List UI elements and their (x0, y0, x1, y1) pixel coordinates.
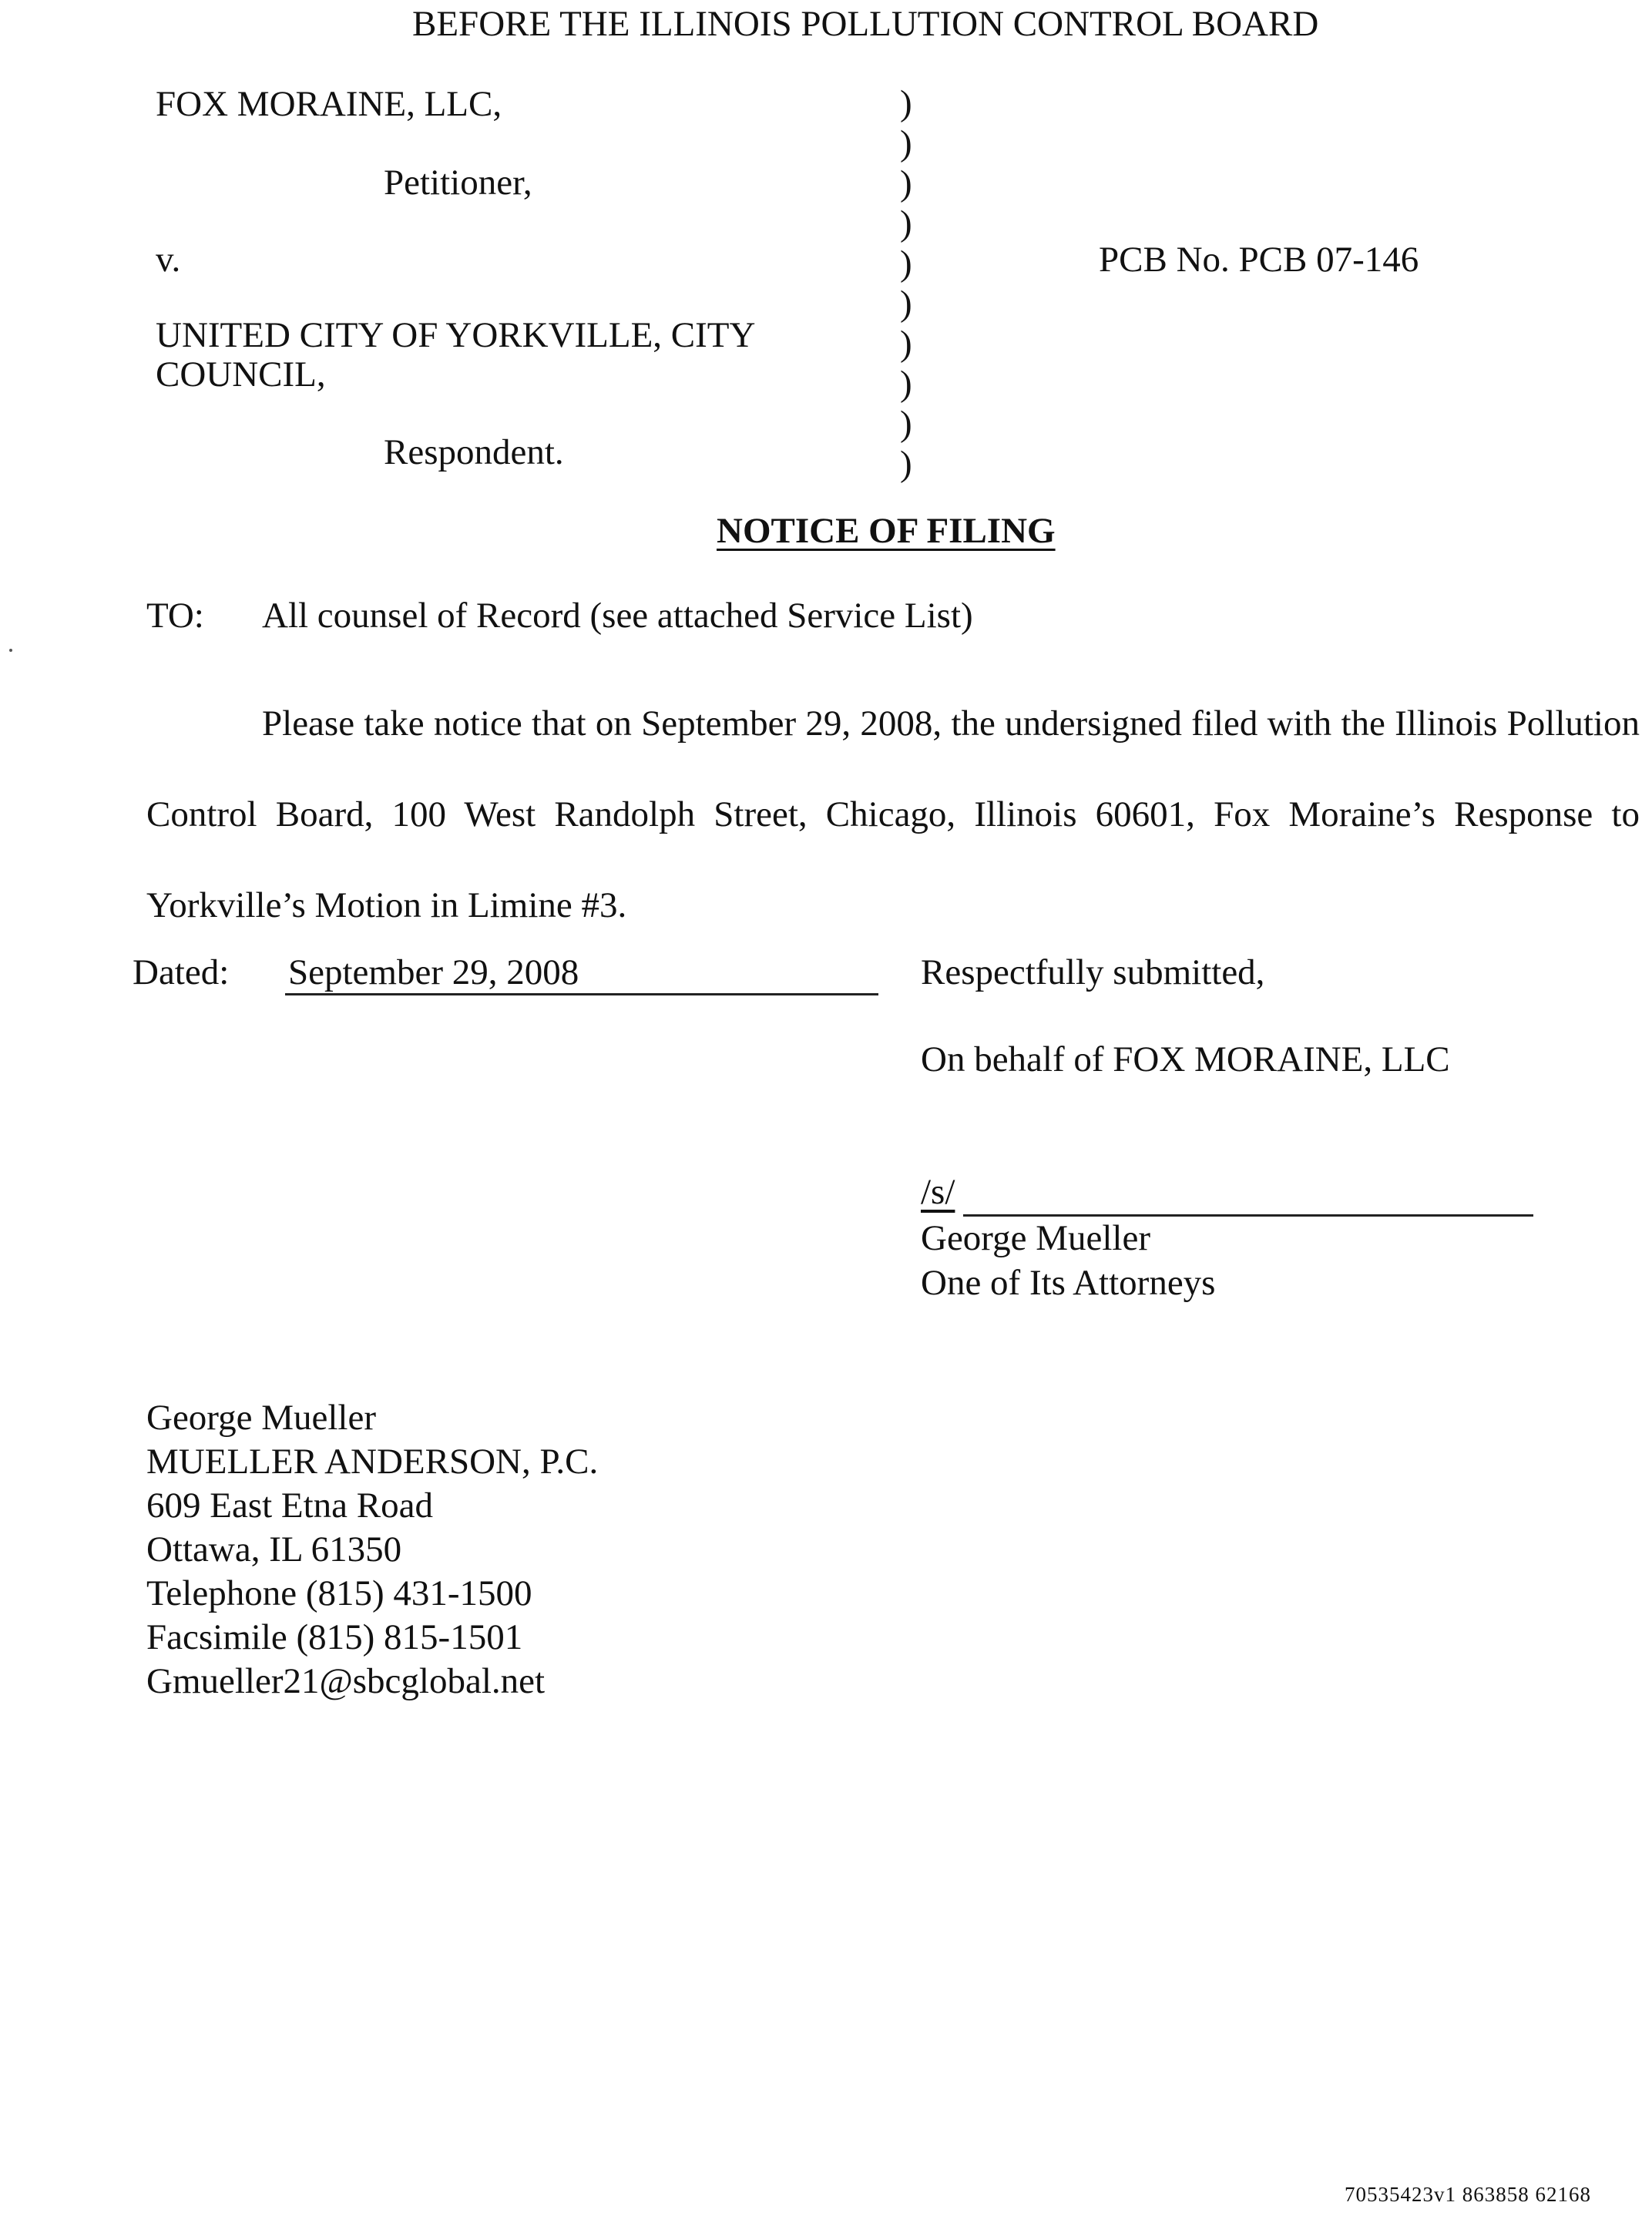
on-behalf-of: On behalf of FOX MORAINE, LLC (921, 1039, 1450, 1079)
caption-paren: ) (900, 364, 912, 404)
facsimile: Facsimile (815) 815-1501 (146, 1617, 523, 1657)
signer-title: One of Its Attorneys (921, 1263, 1216, 1303)
caption-paren: ) (900, 123, 912, 163)
city-state-zip: Ottawa, IL 61350 (146, 1529, 402, 1569)
dated-label: Dated: (133, 952, 230, 992)
versus-label: v. (156, 240, 181, 280)
street-address: 609 East Etna Road (146, 1485, 434, 1526)
dated-value: September 29, 2008 (288, 952, 579, 992)
caption-paren: ) (900, 243, 912, 284)
scan-artifact-dot (9, 649, 12, 652)
signer-name: George Mueller (921, 1218, 1150, 1258)
attorney-contact-block (146, 1396, 598, 1704)
caption-paren: ) (900, 404, 912, 444)
case-number: PCB No. PCB 07-146 (1099, 240, 1419, 280)
dated-underline (285, 993, 878, 995)
telephone: Telephone (815) 431-1500 (146, 1573, 532, 1613)
caption-paren: ) (900, 83, 912, 123)
law-firm-name: MUELLER ANDERSON, P.C. (146, 1442, 599, 1482)
to-label: TO: (146, 596, 204, 636)
notice-title: NOTICE OF FILING (717, 511, 1056, 551)
respondent-name-line1: UNITED CITY OF YORKVILLE, CITY (156, 315, 756, 355)
respondent-name-line2: COUNCIL, (156, 354, 326, 394)
petitioner-role: Petitioner, (384, 163, 532, 203)
caption-paren: ) (900, 203, 912, 243)
attorney-name: George Mueller (146, 1398, 376, 1438)
respectfully-submitted: Respectfully submitted, (921, 952, 1265, 992)
respondent-role: Respondent. (384, 432, 564, 472)
document-id-footer: 70535423v1 863858 62168 (1345, 2183, 1591, 2206)
caption-parenthesis-column (900, 83, 923, 484)
signature-mark: /s/ (921, 1172, 955, 1212)
caption-paren: ) (900, 163, 912, 203)
caption-paren: ) (900, 444, 912, 484)
caption-paren: ) (900, 324, 912, 364)
notice-body-paragraph: Please take notice that on September 29, 2008, the undersigned filed with the Illinois Pollution Control Board, 100 West Randolph Street, Chicago, Illinois 60601, Fox Moraine’s Response to Yorkville’s Motion in Limine #3. (146, 703, 1640, 925)
petitioner-name: FOX MORAINE, LLC, (156, 84, 502, 124)
to-recipients: All counsel of Record (see attached Service List) (262, 596, 973, 636)
email-address[interactable]: Gmueller21@sbcglobal.net (146, 1661, 546, 1701)
signature-line (963, 1214, 1533, 1217)
board-title: BEFORE THE ILLINOIS POLLUTION CONTROL BOARD (412, 4, 1319, 44)
caption-paren: ) (900, 284, 912, 324)
